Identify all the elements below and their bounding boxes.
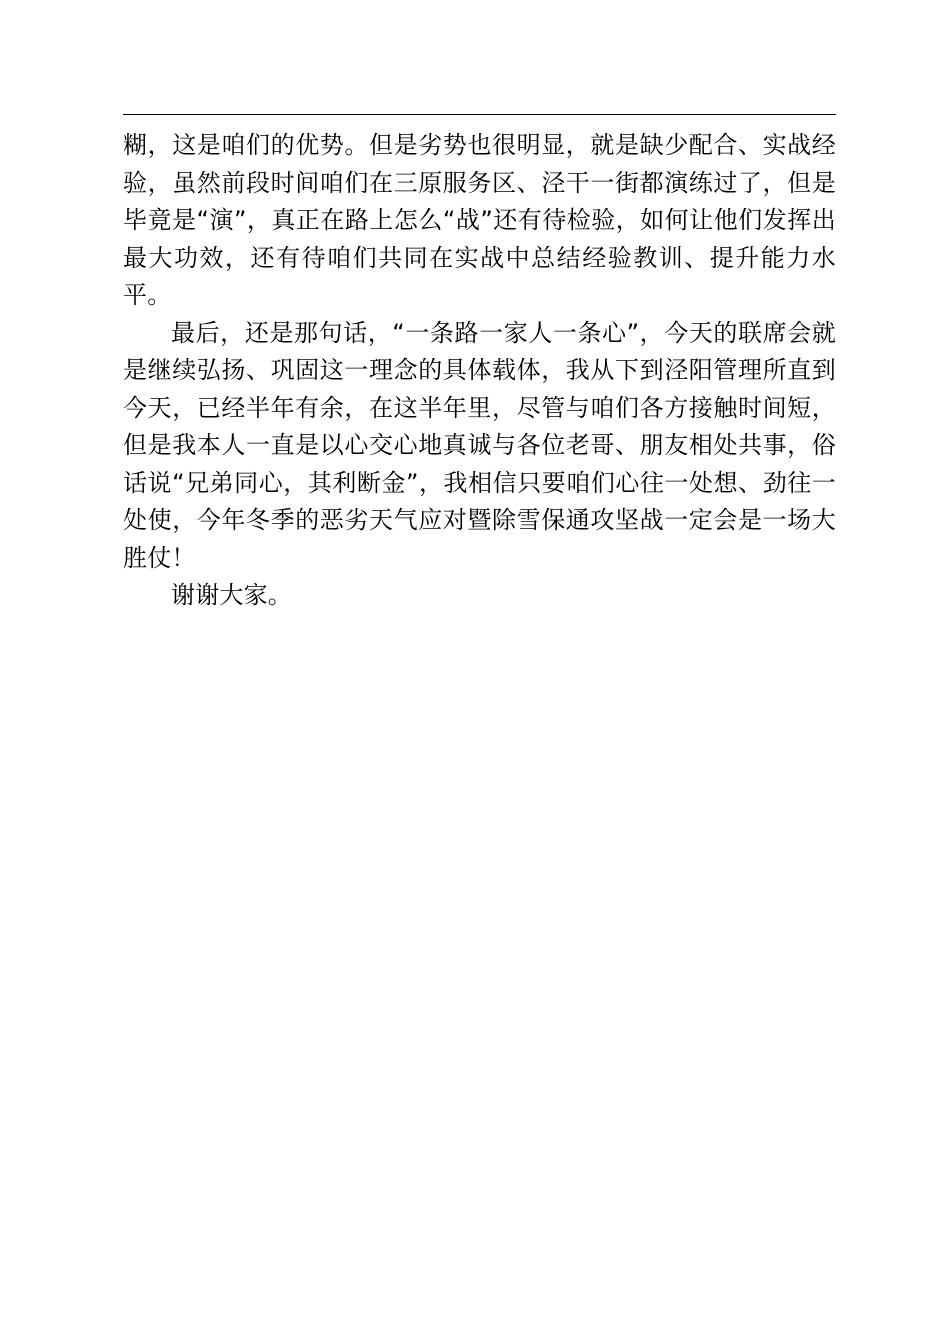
paragraph-continuation: 糊，这是咱们的优势。但是劣势也很明显，就是缺少配合、实战经验，虽然前段时间咱们在三原服务区、泾干一街都演练过了，但是毕竟是“演”，真正在路上怎么“战”还有待检验，如何让他们发挥出最大功效，还有待咱们共同在实战中总结经验教训、提升能力水平。: [123, 131, 836, 309]
paragraph-closing-remarks: 最后，还是那句话，“一条路一家人一条心”，今天的联席会就是继续弘扬、巩固这一理念的具体载体，我从下到泾阳管理所直到今天，已经半年有余，在这半年里，尽管与咱们各方接触时间短，但是我本人一直是以心交心地真诚与各位老哥、朋友相处共事，俗话说“兄弟同心，其利断金”，我相信只要咱们心往一处想、劲往一处使，今年冬季的恶劣天气应对暨除雪保通攻坚战一定会是一场大胜仗！: [123, 318, 836, 572]
document-body: [123, 127, 836, 615]
header-rule: [123, 114, 836, 115]
paragraph-thanks: 谢谢大家。: [171, 581, 292, 609]
